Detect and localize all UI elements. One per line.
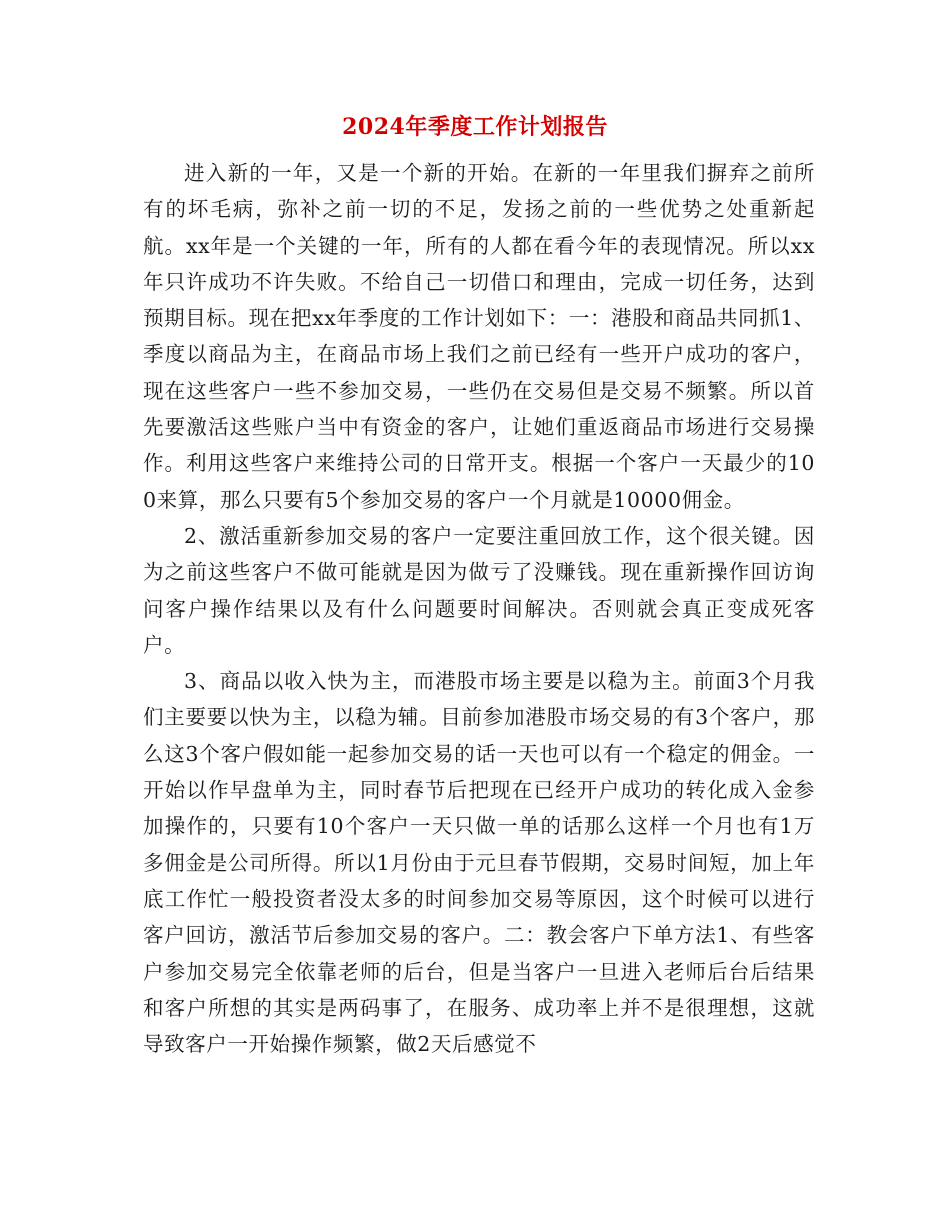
document-body [143, 155, 815, 1062]
paragraph-2: 2、激活重新参加交易的客户一定要注重回放工作，这个很关键。因为之前这些客户不做可能就是因为做亏了没赚钱。现在重新操作回访询问客户操作结果以及有什么问题要时间解决。否则就会真正变成死客户。 [143, 523, 815, 657]
document-title: 2024年季度工作计划报告 [342, 114, 608, 140]
paragraph-1: 进入新的一年，又是一个新的开始。在新的一年里我们摒弃之前所有的坏毛病，弥补之前一切的不足，发扬之前的一些优势之处重新起航。xx年是一个关键的一年，所有的人都在看今年的表现情况。所以xx年只许成功不许失败。不给自己一切借口和理由，完成一切任务，达到预期目标。现在把xx年季度的工作计划如下：一：港股和商品共同抓1、季度以商品为主，在商品市场上我们之前已经有一些开户成功的客户，现在这些客户一些不参加交易，一些仍在交易但是交易不频繁。所以首先要激活这些账户当中有资金的客户，让她们重返商品市场进行交易操作。利用这些客户来维持公司的日常开支。根据一个客户一天最少的100来算，那么只要有5个参加交易的客户一个月就是10000佣金。 [143, 161, 815, 512]
paragraph-3: 3、商品以收入快为主，而港股市场主要是以稳为主。前面3个月我们主要要以快为主，以稳为辅。目前参加港股市场交易的有3个客户，那么这3个客户假如能一起参加交易的话一天也可以有一个稳定的佣金。一开始以作早盘单为主，同时春节后把现在已经开户成功的转化成入金参加操作的，只要有10个客户一天只做一单的话那么这样一个月也有1万多佣金是公司所得。所以1月份由于元旦春节假期，交易时间短，加上年底工作忙一般投资者没太多的时间参加交易等原因，这个时候可以进行客户回访，激活节后参加交易的客户。二：教会客户下单方法1、有些客户参加交易完全依靠老师的后台，但是当客户一旦进入老师后台后结果和客户所想的其实是两码事了，在服务、成功率上并不是很理想，这就导致客户一开始操作频繁，做2天后感觉不 [143, 669, 815, 1057]
